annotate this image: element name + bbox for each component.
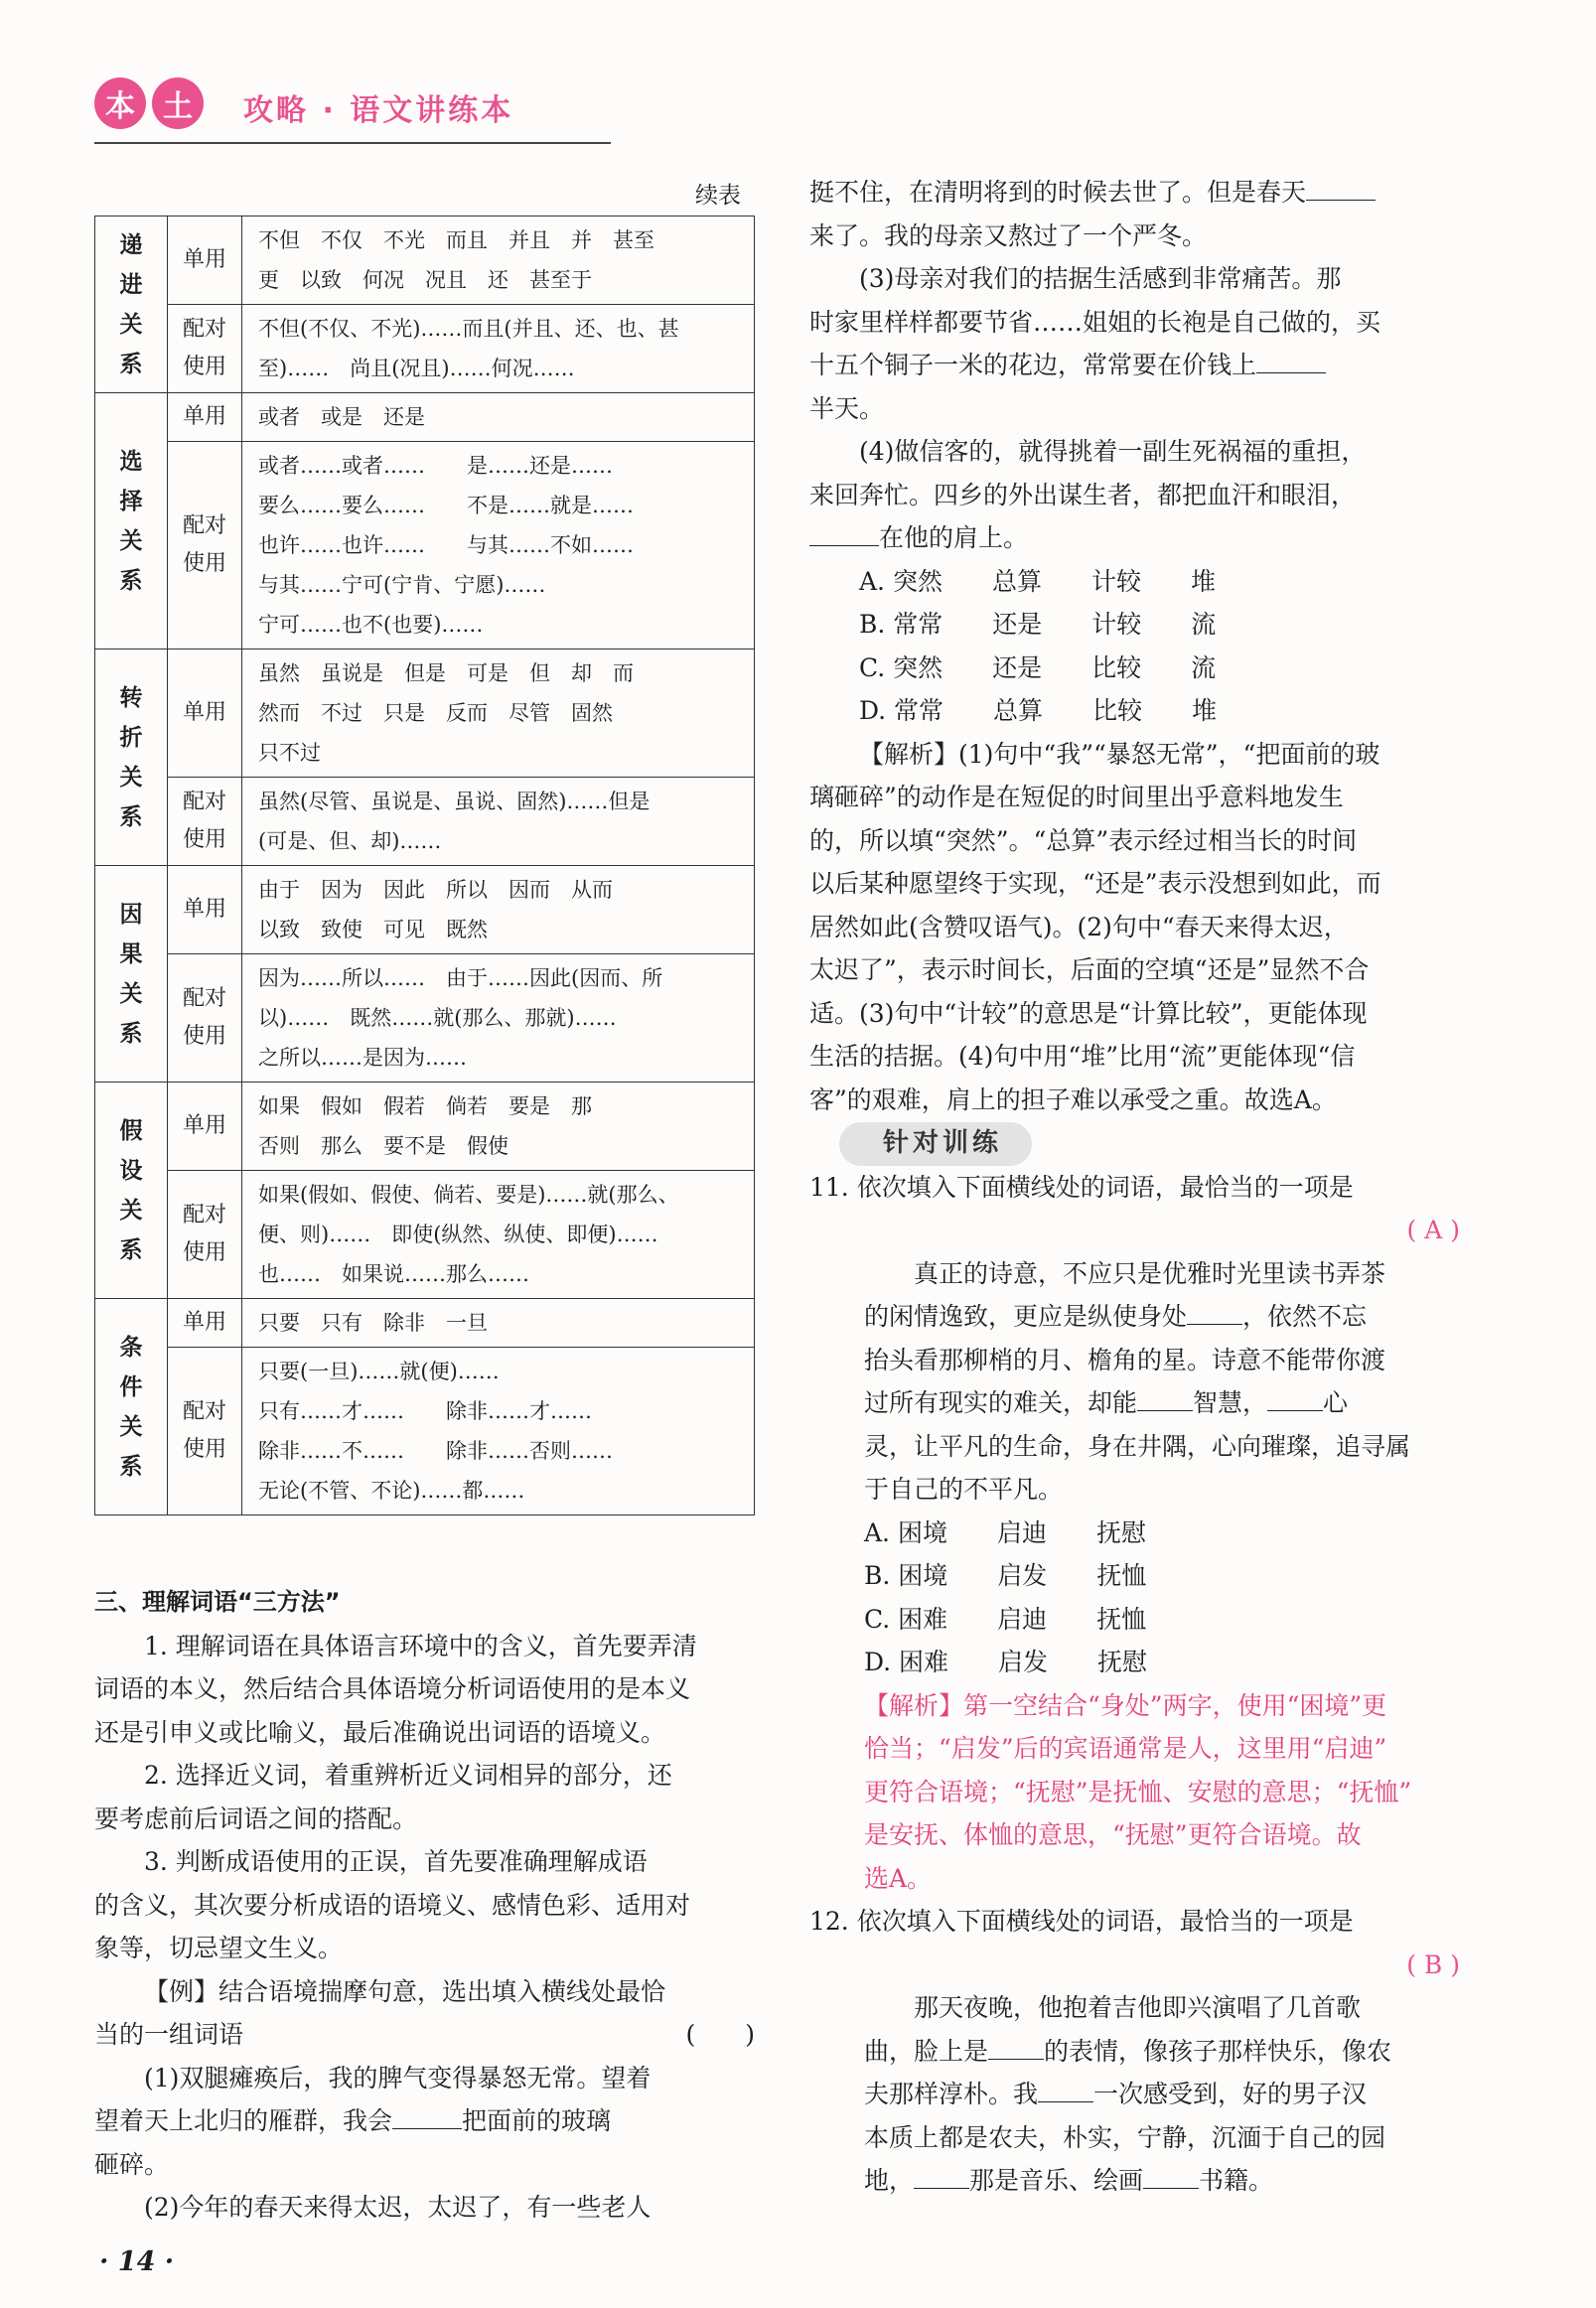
right-text-block [809,171,1470,2203]
q11-line: 真正的诗意，不应只是优雅时光里读书弄茶 [914,1258,1386,1288]
table-row [95,866,755,954]
kind-cell: 配对使用 [168,442,242,649]
blank-line [1267,1385,1323,1411]
kind-cell: 配对使用 [168,1171,242,1299]
q12-line: 地， 那是音乐、绘画 书籍。 [864,2159,1470,2203]
question-12: 12. 依次填入下面横线处的词语，最恰当的一项是 [809,1907,1354,1936]
kind-cell: 单用 [168,1082,242,1171]
q11-option-a: A. 困境 启迪 抚慰 [864,1517,1146,1547]
sentence-1-end: 砸碎。 [94,2149,170,2179]
table-row [95,1082,755,1171]
words-cell: 不但(不仅、不光)……而且(并且、还、也、甚 至)…… 尚且(况且)……何况…… [242,305,755,393]
header-title: 攻略 · 语文讲练本 [243,93,514,128]
sentence-1-cont: 望着天上北归的雁群，我会 把面前的玻璃 [94,2099,755,2143]
kind-cell: 配对使用 [168,954,242,1082]
table-row [95,1299,755,1348]
sentence-3-end: 半天。 [809,393,885,423]
question-12-answer: ( B ) [1406,1949,1460,1979]
words-cell: 或者 或是 还是 [242,393,755,442]
words-cell: 虽然(尽管、虽说是、虽说、固然)……但是 (可是、但、却)…… [242,778,755,866]
words-cell: 如果(假如、假使、倘若、要是)……就(那么、 便、则)…… 即使(纵然、纵使、即便)…… 也…… 如果说……那么…… [242,1171,755,1299]
blank-line [1137,1385,1193,1411]
method-1-line: 词语的本义，然后结合具体语境分析词语使用的是本义 [94,1674,691,1703]
blank-line [1187,1299,1242,1325]
blank-line [1306,175,1376,201]
option-c: C. 突然 还是 比较 流 [859,652,1217,682]
q12-line: 曲，脸上是 的表情，像孩子那样快乐，像农 [864,2030,1470,2074]
logo-badge-1 [94,77,146,129]
sentence-1: (1)双腿瘫痪后，我的脾气变得暴怒无常。望着 [144,2063,652,2092]
question-11-answer: ( A ) [1406,1216,1460,1244]
kind-cell: 单用 [168,216,242,305]
kind-cell: 单用 [168,1299,242,1348]
q11-analysis-line: 恰当；“启发”后的宾语通常是人，这里用“启迪” [864,1734,1387,1763]
analysis-line: 太迟了”，表示时间长，后面的空填“还是”显然不合 [809,955,1370,984]
words-cell: 如果 假如 假若 倘若 要是 那 否则 那么 要不是 假使 [242,1082,755,1171]
kind-cell: 配对使用 [168,1348,242,1515]
analysis-line: 的，所以填“突然”。“总算”表示经过相当长的时间 [809,825,1358,855]
table-row [95,393,755,442]
q11-line: 灵，让平凡的生命，身在井隅，心向璀璨，追寻属 [864,1431,1411,1461]
q11-line: 于自己的不平凡。 [864,1475,1064,1504]
blank-line [1143,2163,1199,2189]
sentence-4: (4)做信客的，就得挑着一副生死祸福的重担， [859,437,1367,466]
q11-option-b: B. 困境 启发 抚恤 [864,1561,1147,1590]
category-cell: 假设关系 [95,1082,168,1299]
logo-badge-2 [152,77,204,129]
q12-line: 那天夜晚，他抱着吉他即兴演唱了几首歌 [914,1993,1362,2022]
blank-line [988,2034,1044,2060]
category-cell: 条件关系 [95,1299,168,1515]
left-text-block [94,1581,755,2230]
option-a: A. 突然 总算 计较 堆 [859,566,1216,596]
sentence-3: (3)母亲对我们的拮据生活感到非常痛苦。那 [859,264,1342,293]
kind-cell: 配对使用 [168,305,242,393]
option-b: B. 常常 还是 计较 流 [859,610,1217,639]
q11-line: 抬头看那柳梢的月、檐角的星。诗意不能带你渡 [864,1345,1386,1374]
method-3-line: 3. 判断成语使用的正误，首先要准确理解成语 [144,1847,648,1876]
method-2-line: 要考虑前后词语之间的搭配。 [94,1803,418,1833]
kind-cell: 单用 [168,393,242,442]
category-cell: 因果关系 [95,866,168,1082]
sentence-2: (2)今年的春天来得太迟，太迟了，有一些老人 [144,2193,652,2222]
q11-line: 过所有现实的难关，却能 智慧， 心 [864,1381,1470,1425]
kind-cell: 单用 [168,649,242,778]
example-prompt-end: 当的一组词语 [94,2020,244,2049]
method-3-line: 象等，切忌望文生义。 [94,1934,344,1962]
analysis-line: 生活的拮据。(4)句中用“堆”比用“流”更能体现“信 [809,1042,1356,1071]
example-prompt: 【例】结合语境揣摩句意，选出填入横线处最恰 [144,1976,666,2006]
blank-line [392,2103,462,2129]
sentence-4: 来回奔忙。四乡的外出谋生者，都把血汗和眼泪， [809,480,1357,509]
analysis-line: 璃砸碎”的动作是在短促的时间里出乎意料地发生 [809,783,1344,811]
page-header [94,77,611,147]
question-11: 11. 依次填入下面横线处的词语，最恰当的一项是 [809,1172,1354,1202]
table-row [95,954,755,1082]
words-cell: 虽然 虽说是 但是 可是 但 却 而 然而 不过 只是 反而 尽管 固然 只不过 [242,649,755,778]
blank-line [809,520,879,546]
table-row [95,649,755,778]
q12-line: 本质上都是农夫，朴实，宁静，沉湎于自己的园 [864,2122,1386,2152]
blank-line [1256,348,1326,373]
words-cell: 只要(一旦)……就(便)…… 只有……才…… 除非……才…… 除非……不…… 除非……否则…… 无论(不管、不论)……都…… [242,1348,755,1515]
training-label: 针对训练 [839,1122,1032,1166]
words-cell: 不但 不仅 不光 而且 并且 并 甚至 更 以致 何况 况且 还 甚至于 [242,216,755,305]
sentence-4-end: 在他的肩上。 [809,516,1470,560]
analysis-line: 客”的艰难，肩上的担子难以承受之重。故选A。 [809,1084,1337,1114]
kind-cell: 单用 [168,866,242,954]
table-row [95,778,755,866]
table-row [95,305,755,393]
analysis-line: 以后某种愿望终于实现，“还是”表示没想到如此，而 [809,869,1381,898]
category-cell: 递进关系 [95,216,168,393]
q11-line: 的闲情逸致，更应是纵使身处 ，依然不忘 [864,1295,1470,1339]
category-cell: 选择关系 [95,393,168,649]
logo-char-2: 土 [163,89,193,124]
method-3-line: 的含义，其次要分析成语的语境义、感情色彩、适用对 [94,1890,691,1920]
training-banner [839,1121,1470,1166]
method-2-line: 2. 选择近义词，着重辨析近义词相异的部分，还 [144,1761,672,1790]
question-11-body [809,1252,1470,1901]
example-prompt-line [94,2013,755,2057]
q12-line: 夫那样淳朴。我 一次感受到，好的男子汉 [864,2073,1470,2116]
kind-cell: 配对使用 [168,778,242,866]
table-row [95,442,755,649]
header-divider [94,142,611,144]
q11-option-d: D. 困难 启发 抚慰 [864,1648,1148,1676]
sentence-2-cont: 挺不住，在清明将到的时候去世了。但是春天 [809,171,1470,215]
method-1-line: 1. 理解词语在具体语言环境中的含义，首先要弄清 [144,1631,697,1660]
conjunction-table [94,216,755,1515]
analysis-line: 【解析】(1)句中“我”“暴怒无常”，“把面前的玻 [859,739,1380,769]
table-row [95,1171,755,1299]
section-title: 三、理解词语“三方法” [94,1588,341,1616]
words-cell: 或者……或者…… 是……还是…… 要么……要么…… 不是……就是…… 也许……也许…… 与其……不如…… 与其……宁可(宁肯、宁愿)…… 宁可……也不(也要)…… [242,442,755,649]
analysis-line: 适。(3)句中“计较”的意思是“计算比较”，更能体现 [809,998,1368,1028]
table-row [95,216,755,305]
option-d: D. 常常 总算 比较 堆 [859,696,1218,725]
words-cell: 由于 因为 因此 所以 因而 从而 以致 致使 可见 既然 [242,866,755,954]
blank-line [1038,2077,1093,2102]
blank-line [914,2163,969,2189]
method-1-line: 还是引申义或比喻义，最后准确说出词语的语境义。 [94,1717,666,1747]
words-cell: 因为……所以…… 由于……因此(因而、所 以)…… 既然……就(那么、那就)…… 之所以……是因为…… [242,954,755,1082]
q11-analysis-line: 选A。 [864,1863,933,1893]
words-cell: 只要 只有 除非 一旦 [242,1299,755,1348]
q11-analysis-line: 更符合语境；“抚慰”是抚恤、安慰的意思；“抚恤” [864,1777,1412,1806]
q11-analysis-line: 【解析】第一空结合“身处”两字，使用“困境”更 [864,1690,1387,1720]
analysis-line: 居然如此(含赞叹语气)。(2)句中“春天来得太迟， [809,912,1349,941]
logo-char-1: 本 [105,89,135,124]
q11-analysis-line: 是安抚、体恤的意思，“抚慰”更符合语境。故 [864,1820,1362,1849]
sentence-3: 十五个铜子一米的花边，常常要在价钱上 [809,344,1470,387]
sentence-3: 时家里样样都要节省……姐姐的长袍是自己做的，买 [809,307,1381,337]
sentence-2-end: 来了。我的母亲又熬过了一个严冬。 [809,220,1208,250]
answer-paren: ( ) [685,2020,755,2049]
category-cell: 转折关系 [95,649,168,866]
page-number: · 14 · [99,2246,175,2277]
continued-label: 续表 [695,183,741,209]
question-12-body [809,1986,1470,2203]
table-row [95,1348,755,1515]
q11-option-c: C. 困难 启迪 抚恤 [864,1604,1147,1634]
